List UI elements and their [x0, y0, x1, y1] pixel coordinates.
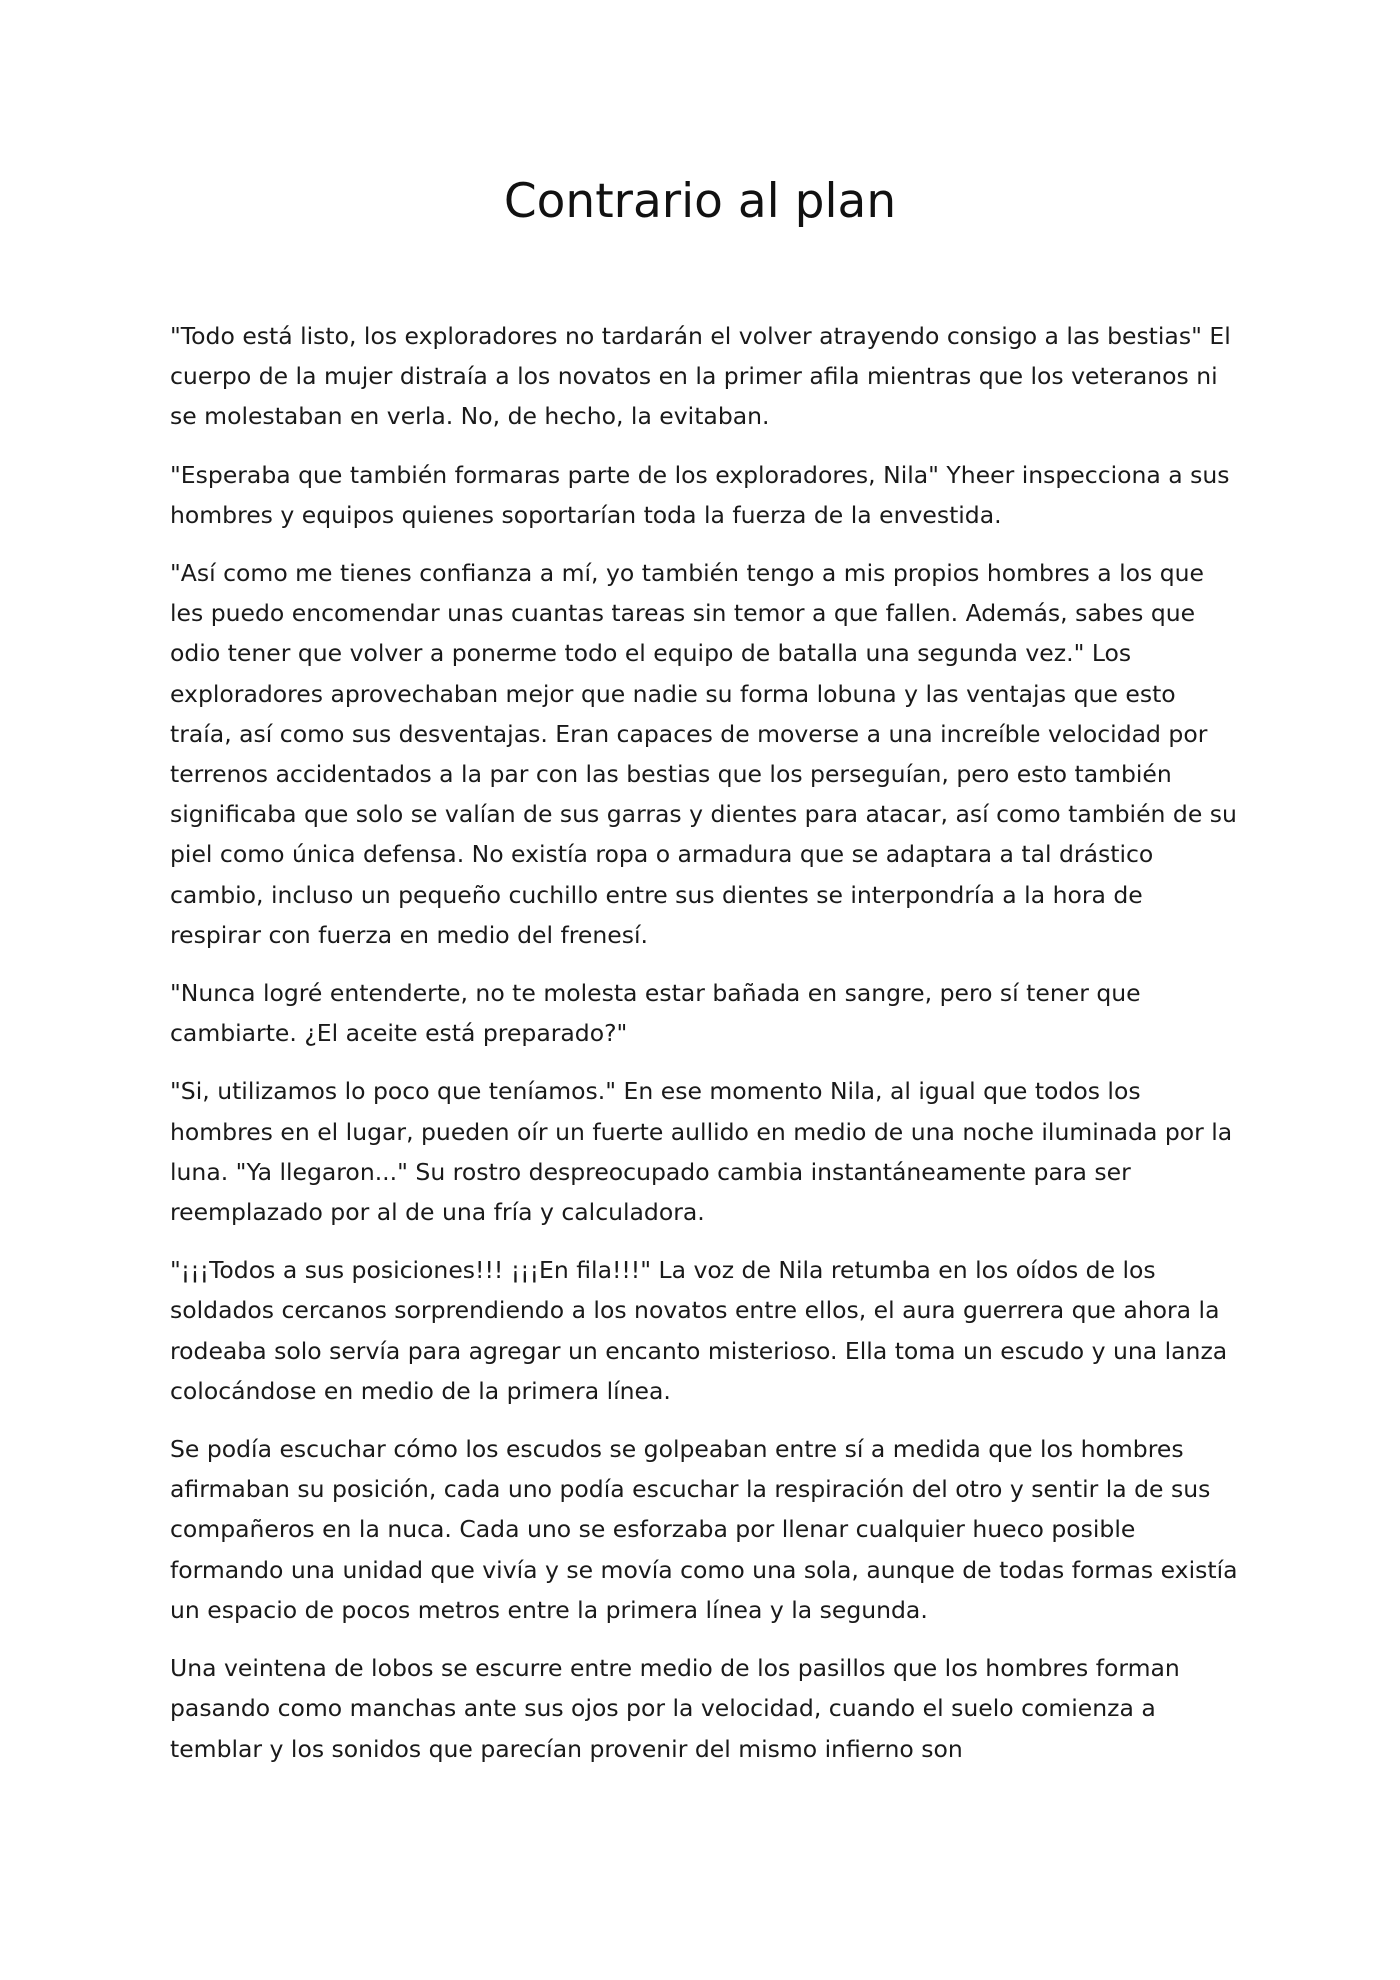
paragraph: "Todo está listo, los exploradores no tardarán el volver atrayendo consigo a las bestias" El cuerpo de la mujer distraía a los novatos en la primer afila mientras que los veteranos ni se molestaban en verla. No, de hecho, la evitaban.: [170, 322, 1231, 431]
paragraph: Una veintena de lobos se escurre entre medio de los pasillos que los hombres forman pasando como manchas ante sus ojos por la velocidad, cuando el suelo comienza a temblar y los sonidos que parecían provenir del mismo infierno son: [170, 1654, 1180, 1763]
paragraph: "Esperaba que también formaras parte de los exploradores, Nila" Yheer inspecciona a sus hombres y equipos quienes soportarían toda la fuerza de la envestida.: [170, 460, 1230, 529]
paragraph: "Nunca logré entenderte, no te molesta estar bañada en sangre, pero sí tener que cambiarte. ¿El aceite está preparado?": [170, 979, 1141, 1048]
paragraph: "Así como me tienes confianza a mí, yo también tengo a mis propios hombres a los que les puedo encomendar unas cuantas tareas sin temor a que fallen. Además, sabes que odio tener que volver a ponerme todo el equipo de batalla una segunda vez." Los exploradores aprovechaban mejor que nadie su forma lobuna y las ventajas que esto traía, así como sus desventajas. Eran capaces de moverse a una increíble velocidad por terrenos accidentados a la par con las bestias que los perseguían, pero esto también significaba que solo se valían de sus garras y dientes para atacar, así como también de su piel como única defensa. No existía ropa o armadura que se adaptara a tal drástico cambio, incluso un pequeño cuchillo entre sus dientes se interpondría a la hora de respirar con fuerza en medio del frenesí.: [170, 559, 1237, 949]
paragraph: Se podía escuchar cómo los escudos se golpeaban entre sí a medida que los hombres afirmaban su posición, cada uno podía escuchar la respiración del otro y sentir la de sus compañeros en la nuca. Cada uno se esforzaba por llenar cualquier hueco posible formando una unidad que vivía y se movía como una sola, aunque de todas formas existía un espacio de pocos metros entre la primera línea y la segunda.: [170, 1435, 1238, 1624]
document-body: [170, 316, 1240, 1787]
paragraph: "Si, utilizamos lo poco que teníamos." En ese momento Nila, al igual que todos los hombres en el lugar, pueden oír un fuerte aullido en medio de una noche iluminada por la luna. "Ya llegaron..." Su rostro despreocupado cambia instantáneamente para ser reemplazado por al de una fría y calculadora.: [170, 1077, 1233, 1227]
paragraph: "¡¡¡Todos a sus posiciones!!! ¡¡¡En fila!!!" La voz de Nila retumba en los oídos de los soldados cercanos sorprendiendo a los novatos entre ellos, el aura guerrera que ahora la rodeaba solo servía para agregar un encanto misterioso. Ella toma un escudo y una lanza colocándose en medio de la primera línea.: [170, 1256, 1228, 1405]
page-title: Contrario al plan: [503, 174, 897, 229]
